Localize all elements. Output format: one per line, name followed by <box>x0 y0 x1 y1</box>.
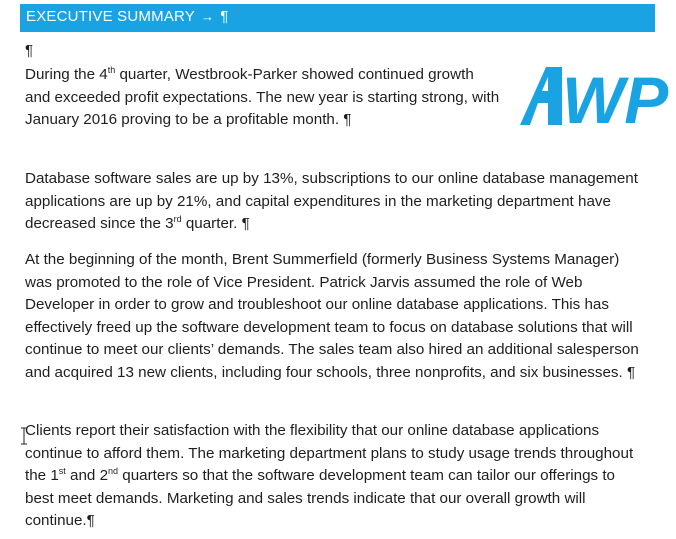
paragraph-2[interactable] <box>25 168 640 236</box>
paragraph-4-sup-1: st <box>58 465 66 476</box>
heading-text: EXECUTIVE SUMMARY <box>26 8 195 25</box>
paragraph-1[interactable] <box>25 64 500 132</box>
paragraph-2-text-a: Database software sales are up by 13%, subscriptions to our online database management applications are up by 21%, and capital expenditures in the marketing department have decreased since the 3 <box>25 170 638 232</box>
paragraph-3-text: At the beginning of the month, Brent Summerfield (formerly Business Systems Manager) was promoted to the role of Vice President. Patrick Jarvis assumed the role of Web Developer in order to grow and troubleshoot our online database applications. This has effectively freed up the software development team to focus on database solutions that will continue to meet our clients’ demands. The sales team also hired an additional salesperson and acquired 13 new clients, including four schools, three nonprofits, and six businesses. ¶ <box>25 251 639 381</box>
paragraph-2-sup: rd <box>173 213 182 224</box>
paragraph-4-sup-2: nd <box>108 465 119 476</box>
logo-wp-text: WP <box>562 63 669 137</box>
paragraph-1-text-b: quarter, Westbrook-Parker showed continued growth and exceeded profit expectations. The new year is starting strong, with January 2016 proving to be a profitable month. ¶ <box>25 66 500 128</box>
paragraph-2-text-b: quarter. ¶ <box>181 215 250 232</box>
paragraph-3[interactable] <box>25 249 645 384</box>
empty-paragraph-mark: ¶ <box>25 42 34 59</box>
paragraph-1-text-a: During the 4 <box>25 66 108 83</box>
heading-pilcrow: ¶ <box>220 8 229 25</box>
wp-logo-icon <box>520 63 669 137</box>
tab-arrow-mark: → <box>201 9 215 24</box>
paragraph-1-sup: th <box>107 64 116 75</box>
paragraph-4-text-c: quarters so that the software development team can tailor our offerings to best meet demands. Marketing and sales trends indicate that our overall growth will continue.¶ <box>25 467 616 529</box>
executive-summary-heading[interactable] <box>20 4 655 32</box>
paragraph-4-text-b: and 2 <box>65 467 109 484</box>
paragraph-4-text-a: Clients report their satisfaction with the flexibility that our online database applications continue to afford them. The marketing department plans to study usage trends throughout the 1 <box>25 422 634 484</box>
paragraph-4[interactable] <box>25 420 645 533</box>
logo-a-shape <box>520 67 562 125</box>
